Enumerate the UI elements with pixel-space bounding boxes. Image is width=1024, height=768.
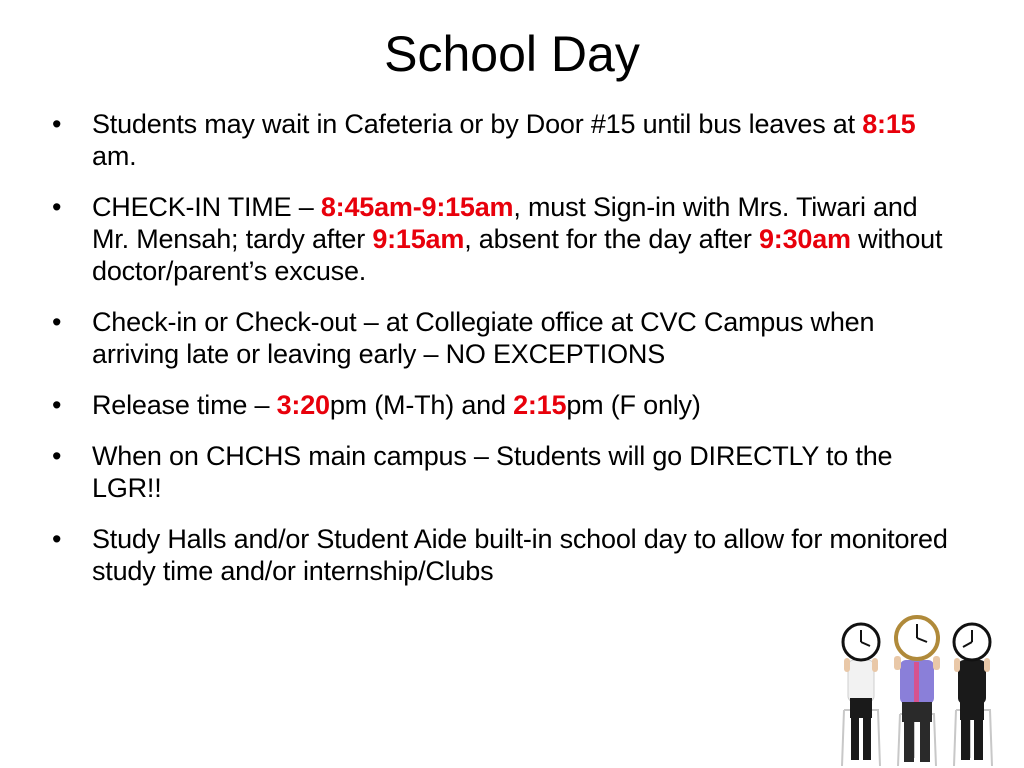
bullet-text-segment: CHECK-IN TIME –	[92, 192, 321, 222]
bullet-text-segment: Students may wait in Cafeteria or by Door #15 until bus leaves at	[92, 109, 863, 139]
bullet-text	[92, 307, 874, 369]
bullet-text-segment: Study Halls and/or Student Aide built-in school day to allow for monitored study time and/or internship/Clubs	[92, 524, 948, 586]
bullet-item	[52, 306, 952, 370]
bullet-text-segment: , absent for the day after	[464, 224, 759, 254]
bullet-text-segment: When on CHCHS main campus – Students will go DIRECTLY to the LGR!!	[92, 441, 893, 503]
bullet-text-segment: Release time –	[92, 390, 277, 420]
bullet-list	[52, 108, 952, 606]
bullet-dot-icon: •	[52, 524, 62, 554]
bullet-text-segment: pm (F only)	[566, 390, 701, 420]
people-holding-clocks-photo	[830, 598, 1008, 768]
person-right	[954, 624, 990, 760]
highlighted-time: 8:15	[862, 109, 916, 139]
bullet-text-segment: without doctor/parent’s excuse.	[92, 224, 943, 286]
bullet-item	[52, 191, 952, 287]
highlighted-time: 9:30am	[758, 224, 851, 254]
bullet-dot-icon: •	[52, 109, 62, 139]
bullet-text-segment: , must Sign-in with Mrs. Tiwari and Mr. Mensah; tardy after	[92, 192, 918, 254]
person-left	[843, 624, 879, 760]
bullet-item	[52, 440, 952, 504]
bullet-item	[52, 108, 952, 172]
bullet-text-segment: pm (M-Th) and	[329, 390, 514, 420]
bullet-dot-icon: •	[52, 192, 62, 222]
bullet-text-segment: Check-in or Check-out – at Collegiate office at CVC Campus when arriving late or leaving early – NO EXCEPTIONS	[92, 307, 875, 369]
bullet-text-segment: am.	[92, 141, 137, 171]
bullet-dot-icon: •	[52, 390, 62, 420]
bullet-text	[92, 109, 915, 171]
bullet-dot-icon: •	[52, 441, 62, 471]
bullet-item	[52, 389, 952, 421]
bullet-text	[92, 441, 892, 503]
highlighted-time: 9:15am	[372, 224, 465, 254]
bullet-text	[92, 390, 701, 420]
bullet-dot-icon: •	[52, 307, 62, 337]
bullet-text	[92, 192, 942, 286]
bullet-text	[92, 524, 948, 586]
highlighted-time: 8:45am-9:15am	[320, 192, 514, 222]
bullet-item	[52, 523, 952, 587]
highlighted-time: 3:20	[276, 390, 330, 420]
highlighted-time: 2:15	[513, 390, 567, 420]
person-middle	[894, 617, 940, 762]
slide-title: School Day	[384, 26, 640, 82]
